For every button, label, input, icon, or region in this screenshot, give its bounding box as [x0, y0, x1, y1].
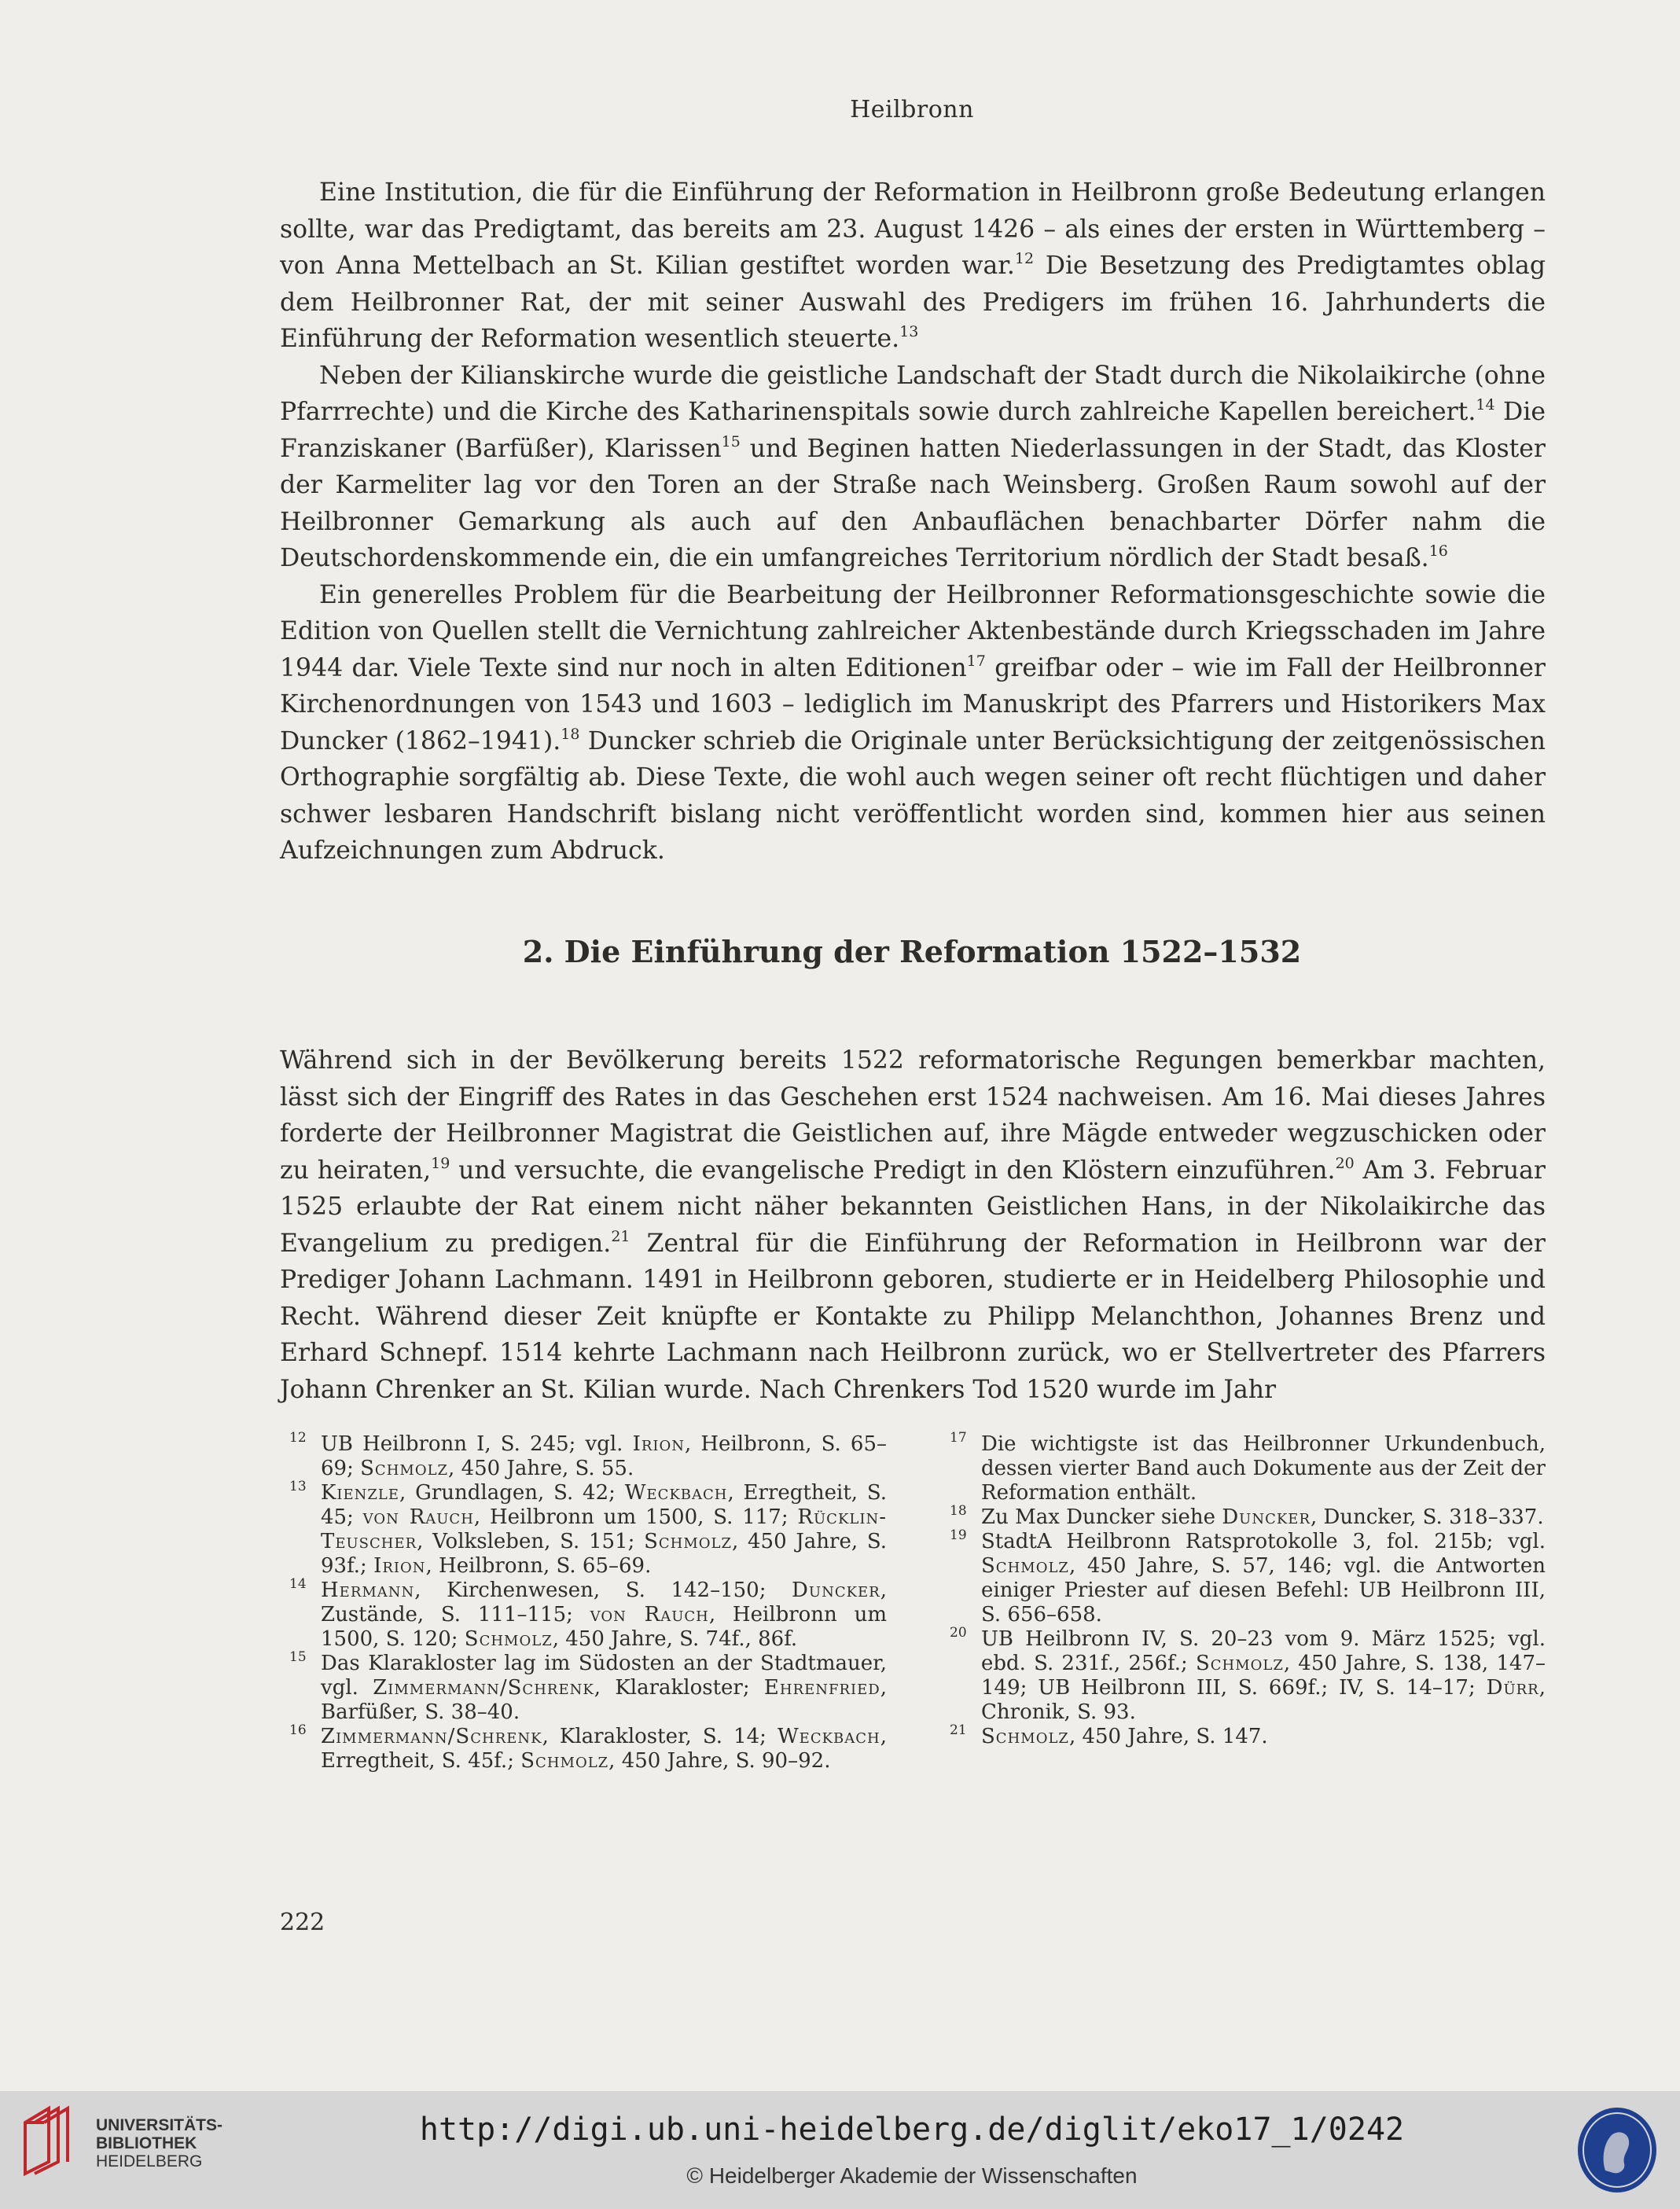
- paragraph: [280, 577, 1546, 869]
- footer-bar: [0, 2091, 1680, 2209]
- footnote: [950, 1627, 1546, 1725]
- footnote: [289, 1576, 887, 1652]
- author-name: von Rauch: [362, 1505, 474, 1529]
- text-run: , Heilbronn um 1500, S. 120;: [321, 1603, 887, 1651]
- footnote-reference: 20: [1335, 1154, 1355, 1172]
- footnotes-right: [950, 1432, 1546, 1749]
- author-name: Schmolz: [981, 1554, 1069, 1578]
- author-name: Irion: [373, 1554, 426, 1578]
- paragraph: [280, 358, 1546, 577]
- text-run: , Klarakloster, S. 14;: [542, 1725, 778, 1748]
- text-run: , Chronik, S. 93.: [981, 1676, 1546, 1724]
- author-name: Schmolz: [520, 1749, 609, 1773]
- text-run: Duncker schrieb die Originale unter Berücksichtigung der zeitgenössischen Orthographie sorgfältig ab. Diese Texte, die wohl auch wegen seiner oft recht flüchtigen und daher schwer lesbaren Handschrift bislang nicht veröffentlicht worden sind, kommen hier aus seinen Aufzeichnungen zum Abdruck.: [280, 726, 1546, 865]
- author-name: Kienzle: [321, 1481, 400, 1505]
- author-name: Hermann: [321, 1579, 415, 1602]
- logo-line: BIBLIOTHEK: [96, 2134, 197, 2152]
- footnotes-left: [289, 1432, 887, 1773]
- text-run: , 450 Jahre, S. 147.: [1068, 1725, 1268, 1748]
- footnote-number: 13: [289, 1479, 307, 1494]
- logo-line: HEIDELBERG: [96, 2152, 203, 2170]
- text-run: Ein generelles Problem für die Bearbeitung der Heilbronner Reformationsgeschichte sowie die Edition von Quellen stellt die Vernichtung zahlreicher Aktenbestände durch Kriegsschaden im Jahre 1944 dar. Viele Texte sind nur noch in alten Editionen: [280, 580, 1546, 682]
- text-run: Die Franziskaner (Barfüßer), Klarissen: [280, 398, 1546, 463]
- text-run: greifbar oder – wie im Fall der Heilbronner Kirchenordnungen von 1543 und 1603 – lediglich im Manuskript des Pfarrers und Historikers Max Duncker (1862–1941).: [280, 653, 1546, 755]
- text-run: Zentral für die Einführung der Reformation in Heilbronn war der Prediger Johann Lachmann. 1491 in Heilbronn geboren, studierte er in Heidelberg Philosophie und Recht. Während dieser Zeit knüpfte er Kontakte zu Philipp Melanchthon, Johannes Brenz und Erhard Schnepf. 1514 kehrte Lachmann nach Heilbronn zurück, wo er Stellvertreter des Pfarrers Johann Chrenker an St. Kilian wurde. Nach Chrenkers Tod 1520 wurde im Jahr: [280, 1229, 1546, 1404]
- author-name: Schmolz: [464, 1627, 553, 1651]
- text-run: , Zustände, S. 111–115;: [321, 1579, 887, 1626]
- text-run: Während sich in der Bevölkerung bereits 1522 reformatorische Regungen bemerkbar machten, lässt sich der Eingriff des Rates in das Geschehen erst 1524 nachweisen. Am 16. Mai dieses Jahres forderte der Heilbronner Magistrat die Geistlichen auf, ihre Mägde entweder wegzuschicken oder zu heiraten,: [280, 1046, 1546, 1185]
- footnote: [289, 1649, 887, 1725]
- footnote-reference: 19: [431, 1154, 450, 1172]
- paragraph: [280, 175, 1546, 358]
- page-number: 222: [280, 1909, 325, 1936]
- text-run: , 450 Jahre, S. 57, 146; vgl. die Antworten einiger Priester auf diesen Befehl: UB Heilbronn III, S. 656–658.: [981, 1554, 1546, 1626]
- author-name: Weckbach: [777, 1725, 880, 1748]
- text-run: , Barfüßer, S. 38–40.: [321, 1676, 887, 1724]
- footnote-reference: 16: [1428, 542, 1448, 560]
- text-run: , 450 Jahre, S. 55.: [448, 1457, 634, 1480]
- footnote-number: 12: [289, 1430, 307, 1446]
- footnote-number: 14: [289, 1576, 307, 1592]
- page-header: Heilbronn: [850, 96, 974, 123]
- footnote-number: 20: [950, 1625, 967, 1641]
- footnote: [950, 1722, 1546, 1749]
- footnote: [289, 1481, 887, 1579]
- author-name: Dürr: [1486, 1676, 1539, 1700]
- author-name: von Rauch: [590, 1603, 709, 1626]
- footnote: [289, 1722, 887, 1773]
- paragraph: [280, 1042, 1546, 1408]
- text-run: UB Heilbronn I, S. 245; vgl.: [321, 1432, 633, 1456]
- text-run: Neben der Kilianskirche wurde die geistliche Landschaft der Stadt durch die Nikolaikirche (ohne Pfarrrechte) und die Kirche des Katharinenspitals sowie durch zahlreiche Kapellen bereichert.: [280, 361, 1546, 426]
- text-run: , Klarakloster;: [594, 1676, 764, 1700]
- footnote: [950, 1432, 1546, 1505]
- text-run: , Heilbronn, S. 65–69.: [425, 1554, 652, 1578]
- author-name: Weckbach: [624, 1481, 728, 1505]
- footnote-number: 15: [289, 1649, 307, 1665]
- footnote-reference: 15: [721, 432, 741, 450]
- footnote-number: 17: [950, 1430, 967, 1446]
- text-run: , Erregtheit, S. 45;: [321, 1481, 887, 1529]
- text-run: , 450 Jahre, S. 93f.;: [321, 1530, 887, 1578]
- footnote-number: 21: [950, 1722, 967, 1738]
- text-run: UB Heilbronn IV, S. 20–23 vom 9. März 1525; vgl. ebd. S. 231f., 256f.;: [981, 1627, 1546, 1675]
- text-run: , 450 Jahre, S. 138, 147–149; UB Heilbronn III, S. 669f.; IV, S. 14–17;: [981, 1652, 1546, 1700]
- text-run: StadtA Heilbronn Ratsprotokolle 3, fol. 215b; vgl.: [981, 1530, 1546, 1553]
- author-name: Schmolz: [1195, 1652, 1284, 1675]
- author-name: Duncker: [1222, 1505, 1311, 1529]
- footnote: [289, 1432, 887, 1481]
- author-name: Zimmermann/Schrenk: [321, 1725, 542, 1748]
- footnote-reference: 14: [1476, 396, 1495, 413]
- author-name: Schmolz: [981, 1725, 1069, 1748]
- body-text-section: [280, 1042, 1546, 1408]
- section-heading: 2. Die Einführung der Reformation 1522–1532: [522, 934, 1302, 969]
- text-run: , Kirchenwesen, S. 142–150;: [414, 1579, 792, 1602]
- footnote-reference: 13: [899, 323, 919, 340]
- footnote-reference: 21: [611, 1227, 630, 1245]
- author-name: Zimmermann/Schrenk: [373, 1676, 594, 1700]
- text-run: und versuchte, die evangelische Predigt in den Klöstern einzuführen.: [450, 1156, 1336, 1185]
- author-name: Schmolz: [644, 1530, 733, 1553]
- footnote-number: 16: [289, 1722, 307, 1738]
- author-name: Schmolz: [360, 1457, 449, 1480]
- text-run: , Volksleben, S. 151;: [417, 1530, 645, 1553]
- text-run: , Grundlagen, S. 42;: [399, 1481, 625, 1505]
- footnote-reference: 12: [1014, 250, 1035, 267]
- author-name: Irion: [632, 1432, 686, 1456]
- text-run: Die wichtigste ist das Heilbronner Urkundenbuch, dessen vierter Band auch Dokumente aus der Zeit der Reformation enthält.: [981, 1432, 1546, 1505]
- university-seal-icon: [1574, 2104, 1660, 2196]
- footnote-number: 18: [950, 1503, 967, 1519]
- footnote: [950, 1527, 1546, 1627]
- author-name: Rücklin-Teuscher: [321, 1505, 887, 1553]
- author-name: Duncker: [792, 1579, 880, 1602]
- footer-url-link[interactable]: http://digi.ub.uni-heidelberg.de/diglit/eko17_1/0242: [419, 2112, 1405, 2148]
- text-run: , Heilbronn, S. 65–69;: [321, 1432, 888, 1480]
- text-run: , 450 Jahre, S. 74f., 86f.: [552, 1627, 798, 1651]
- footer-copyright: © Heidelberger Akademie der Wissenschaften: [686, 2163, 1138, 2188]
- text-run: Zu Max Duncker siehe: [981, 1505, 1222, 1529]
- author-name: Ehrenfried: [763, 1676, 880, 1700]
- footnote-number: 19: [950, 1527, 967, 1543]
- text-run: und Beginen hatten Niederlassungen in der Stadt, das Kloster der Karmeliter lag vor den Toren an der Straße nach Weinsberg. Großen Raum sowohl auf der Heilbronner Gemarkung als auch auf den Anbauflächen benachbarter Dörfer nahm die Deutschordenskommende ein, die ein umfangreiches Territorium nördlich der Stadt besaß.: [280, 434, 1546, 572]
- text-run: Am 3. Februar 1525 erlaubte der Rat einem nicht näher bekannten Geistlichen Hans, in der Nikolaikirche das Evangelium zu predigen.: [280, 1156, 1546, 1258]
- text-run: Das Klarakloster lag im Südosten an der Stadtmauer, vgl.: [321, 1652, 887, 1700]
- text-run: , 450 Jahre, S. 90–92.: [608, 1749, 831, 1773]
- text-run: Eine Institution, die für die Einführung der Reformation in Heilbronn große Bedeutung erlangen sollte, war das Predigtamt, das bereits am 23. August 1426 – als eines der ersten in Württemberg – von Anna Mettelbach an St. Kilian gestiftet worden war.: [280, 178, 1546, 280]
- footnote-reference: 18: [561, 725, 580, 743]
- logo-line: UNIVERSITÄTS-: [96, 2116, 223, 2134]
- text-run: , Erregtheit, S. 45f.;: [321, 1725, 887, 1773]
- body-text-top: [280, 175, 1546, 869]
- text-run: , Heilbronn um 1500, S. 117;: [473, 1505, 798, 1529]
- footnote-reference: 17: [966, 652, 986, 670]
- footnote: [950, 1505, 1546, 1530]
- text-run: , Duncker, S. 318–337.: [1311, 1505, 1544, 1529]
- text-run: Die Besetzung des Predigtamtes oblag dem Heilbronner Rat, der mit seiner Auswahl des Predigers im frühen 16. Jahrhunderts die Einführung der Reformation wesentlich steuerte.: [280, 252, 1546, 353]
